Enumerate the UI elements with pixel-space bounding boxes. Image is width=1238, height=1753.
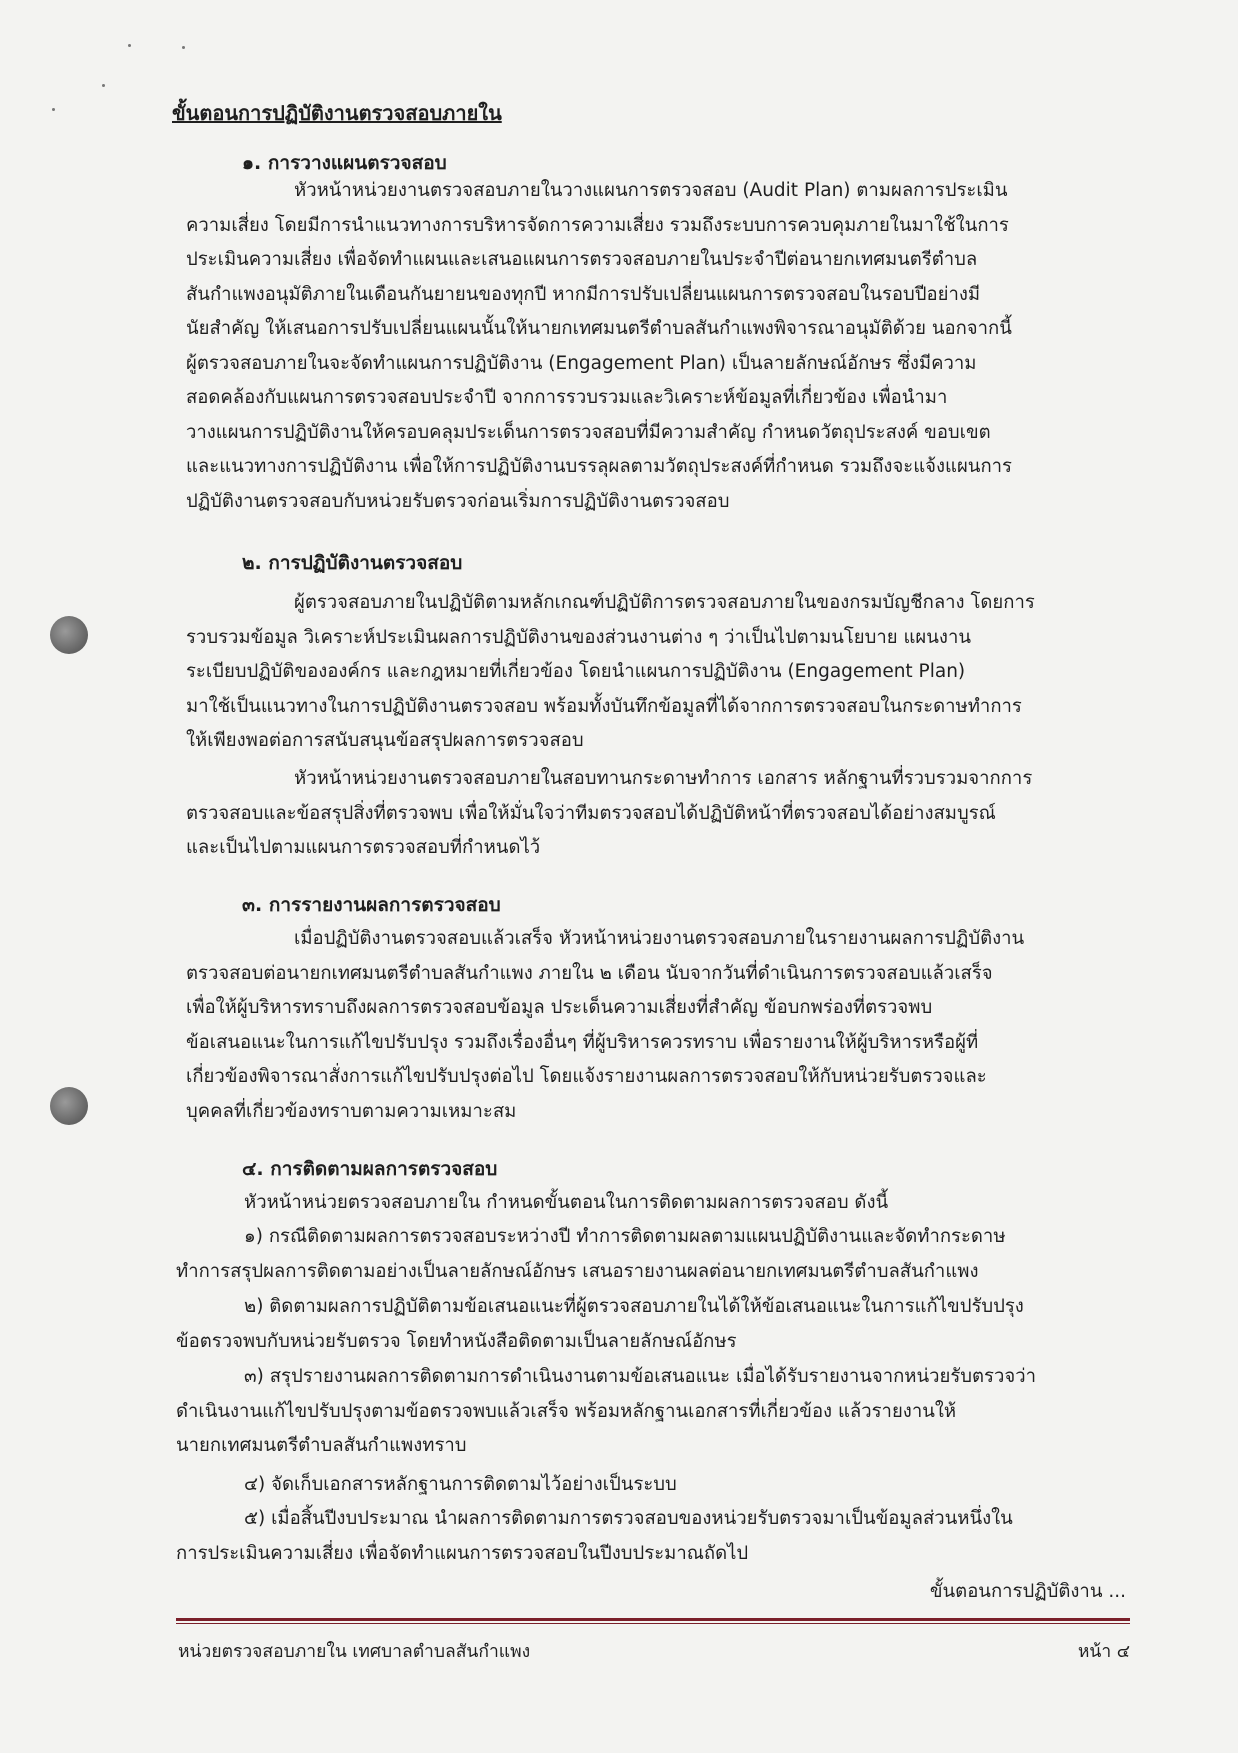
section-2-paragraph-1: ผู้ตรวจสอบภายในปฏิบัติตามหลักเกณฑ์ปฏิบัติการตรวจสอบภายในของกรมบัญชีกลาง โดยการ รวบรวมข้อมูล วิเคราะห์ประเมินผลการปฏิบัติงานของส่วนงานต่าง ๆ ว่าเป็นไปตามนโยบาย แผนงาน ระเบียบปฏิบัติขององค์กร และกฎหมายที่เกี่ยวข้อง โดยนำแผนการปฏิบัติงาน (Engagement Plan) มาใช้เป็นแนวทางในการปฏิบัติงานตรวจสอบ พร้อมทั้งบันทึกข้อมูลที่ได้จากการตรวจสอบในกระดาษทำการ ให้เพียงพอต่อการสนับสนุนข้อสรุปผลการตรวจสอบ <box>186 592 1035 751</box>
scan-speck <box>52 108 55 111</box>
section-4-item-3: ๓) สรุปรายงานผลการติดตามการดำเนินงานตามข้อเสนอแนะ เมื่อได้รับรายงานจากหน่วยรับตรวจว่า ดำเนินงานแก้ไขปรับปรุงตามข้อตรวจพบแล้วเสร็จ พร้อมหลักฐานเอกสารที่เกี่ยวข้อง แล้วรายงานให้ นายกเทศมนตรีตำบลสันกำแพงทราบ <box>176 1366 1036 1456</box>
section-4-item-2: ๒) ติดตามผลการปฏิบัติตามข้อเสนอแนะที่ผู้ตรวจสอบภายในได้ให้ข้อเสนอแนะในการแก้ไขปรับปรุง ข้อตรวจพบกับหน่วยรับตรวจ โดยทำหนังสือติดตามเป็นลายลักษณ์อักษร <box>176 1296 1024 1352</box>
scan-speck <box>182 46 185 49</box>
continuation-text: ขั้นตอนการปฏิบัติงาน ... <box>929 1581 1126 1602</box>
section-1-heading: ๑. การวางแผนตรวจสอบ <box>242 152 447 174</box>
section-2-heading: ๒. การปฏิบัติงานตรวจสอบ <box>242 552 463 574</box>
section-4-heading: ๔. การติดตามผลการตรวจสอบ <box>242 1158 498 1180</box>
punch-hole <box>50 616 88 654</box>
section-4-item-5: ๕) เมื่อสิ้นปีงบประมาณ นำผลการติดตามการตรวจสอบของหน่วยรับตรวจมาเป็นข้อมูลส่วนหนึ่งใน การประเมินความเสี่ยง เพื่อจัดทำแผนการตรวจสอบในปีงบประมาณถัดไป <box>176 1508 1013 1564</box>
footer-rule-thick <box>176 1618 1130 1621</box>
section-2-paragraph-2: หัวหน้าหน่วยงานตรวจสอบภายในสอบทานกระดาษทำการ เอกสาร หลักฐานที่รวบรวมจากการ ตรวจสอบและข้อสรุปสิ่งที่ตรวจพบ เพื่อให้มั่นใจว่าทีมตรวจสอบได้ปฏิบัติหน้าที่ตรวจสอบได้อย่างสมบูรณ์ และเป็นไปตามแผนการตรวจสอบที่กำหนดไว้ <box>186 768 1033 858</box>
page-number: หน้า ๔ <box>1077 1642 1130 1662</box>
footer-organization: หน่วยตรวจสอบภายใน เทศบาลตำบลสันกำแพง <box>178 1642 531 1662</box>
section-3-paragraph: เมื่อปฏิบัติงานตรวจสอบแล้วเสร็จ หัวหน้าหน่วยงานตรวจสอบภายในรายงานผลการปฏิบัติงาน ตรวจสอบต่อนายกเทศมนตรีตำบลสันกำแพง ภายใน ๒ เดือน นับจากวันที่ดำเนินการตรวจสอบแล้วเสร็จ เพื่อให้ผู้บริหารทราบถึงผลการตรวจสอบข้อมูล ประเด็นความเสี่ยงที่สำคัญ ข้อบกพร่องที่ตรวจพบ ข้อเสนอแนะในการแก้ไขปรับปรุง รวมถึงเรื่องอื่นๆ ที่ผู้บริหารควรทราบ เพื่อรายงานให้ผู้บริหารหรือผู้ที่ เกี่ยวข้องพิจารณาสั่งการแก้ไขปรับปรุงต่อไป โดยแจ้งรายงานผลการตรวจสอบให้กับหน่วยรับตรวจและ บุคคลที่เกี่ยวข้องทราบตามความเหมาะสม <box>186 928 1025 1122</box>
punch-hole <box>50 1087 88 1125</box>
page-title: ขั้นตอนการปฏิบัติงานตรวจสอบภายใน <box>172 101 502 125</box>
scan-speck <box>102 84 105 87</box>
section-3-heading: ๓. การรายงานผลการตรวจสอบ <box>242 894 501 916</box>
footer-rule-thin <box>176 1623 1130 1624</box>
scan-speck <box>128 44 131 47</box>
section-4-item-4: ๔) จัดเก็บเอกสารหลักฐานการติดตามไว้อย่างเป็นระบบ <box>244 1474 677 1495</box>
section-4-intro: หัวหน้าหน่วยตรวจสอบภายใน กำหนดขั้นตอนในการติดตามผลการตรวจสอบ ดังนี้ <box>244 1192 889 1213</box>
section-4-item-1: ๑) กรณีติดตามผลการตรวจสอบระหว่างปี ทำการติดตามผลตามแผนปฏิบัติงานและจัดทำกระดาษ ทำการสรุปผลการติดตามอย่างเป็นลายลักษณ์อักษร เสนอรายงานผลต่อนายกเทศมนตรีตำบลสันกำแพง <box>176 1226 1006 1282</box>
section-1-paragraph: หัวหน้าหน่วยงานตรวจสอบภายในวางแผนการตรวจสอบ (Audit Plan) ตามผลการประเมิน ความเสี่ยง โดยมีการนำแนวทางการบริหารจัดการความเสี่ยง รวมถึงระบบการควบคุมภายในมาใช้ในการ ประเมินความเสี่ยง เพื่อจัดทำแผนและเสนอแผนการตรวจสอบภายในประจำปีต่อนายกเทศมนตรีตำบล สันกำแพงอนุมัติภายในเดือนกันยายนของทุกปี หากมีการปรับเปลี่ยนแผนการตรวจสอบในรอบปีอย่างมี นัยสำคัญ ให้เสนอการปรับเปลี่ยนแผนนั้นให้นายกเทศมนตรีตำบลสันกำแพงพิจารณาอนุมัติด้วย นอกจากนี้ ผู้ตรวจสอบภายในจะจัดทำแผนการปฏิบัติงาน (Engagement Plan) เป็นลายลักษณ์อักษร ซึ่งมีความ สอดคล้องกับแผนการตรวจสอบประจำปี จากการรวบรวมและวิเคราะห์ข้อมูลที่เกี่ยวข้อง เพื่อนำมา วางแผนการปฏิบัติงานให้ครอบคลุมประเด็นการตรวจสอบที่มีความสำคัญ กำหนดวัตถุประสงค์ ขอบเขต และแนวทางการปฏิบัติงาน เพื่อให้การปฏิบัติงานบรรลุผลตามวัตถุประสงค์ที่กำหนด รวมถึงจะแจ้งแผนการ ปฏิบัติงานตรวจสอบกับหน่วยรับตรวจก่อนเริ่มการปฏิบัติงานตรวจสอบ <box>186 180 1012 512</box>
